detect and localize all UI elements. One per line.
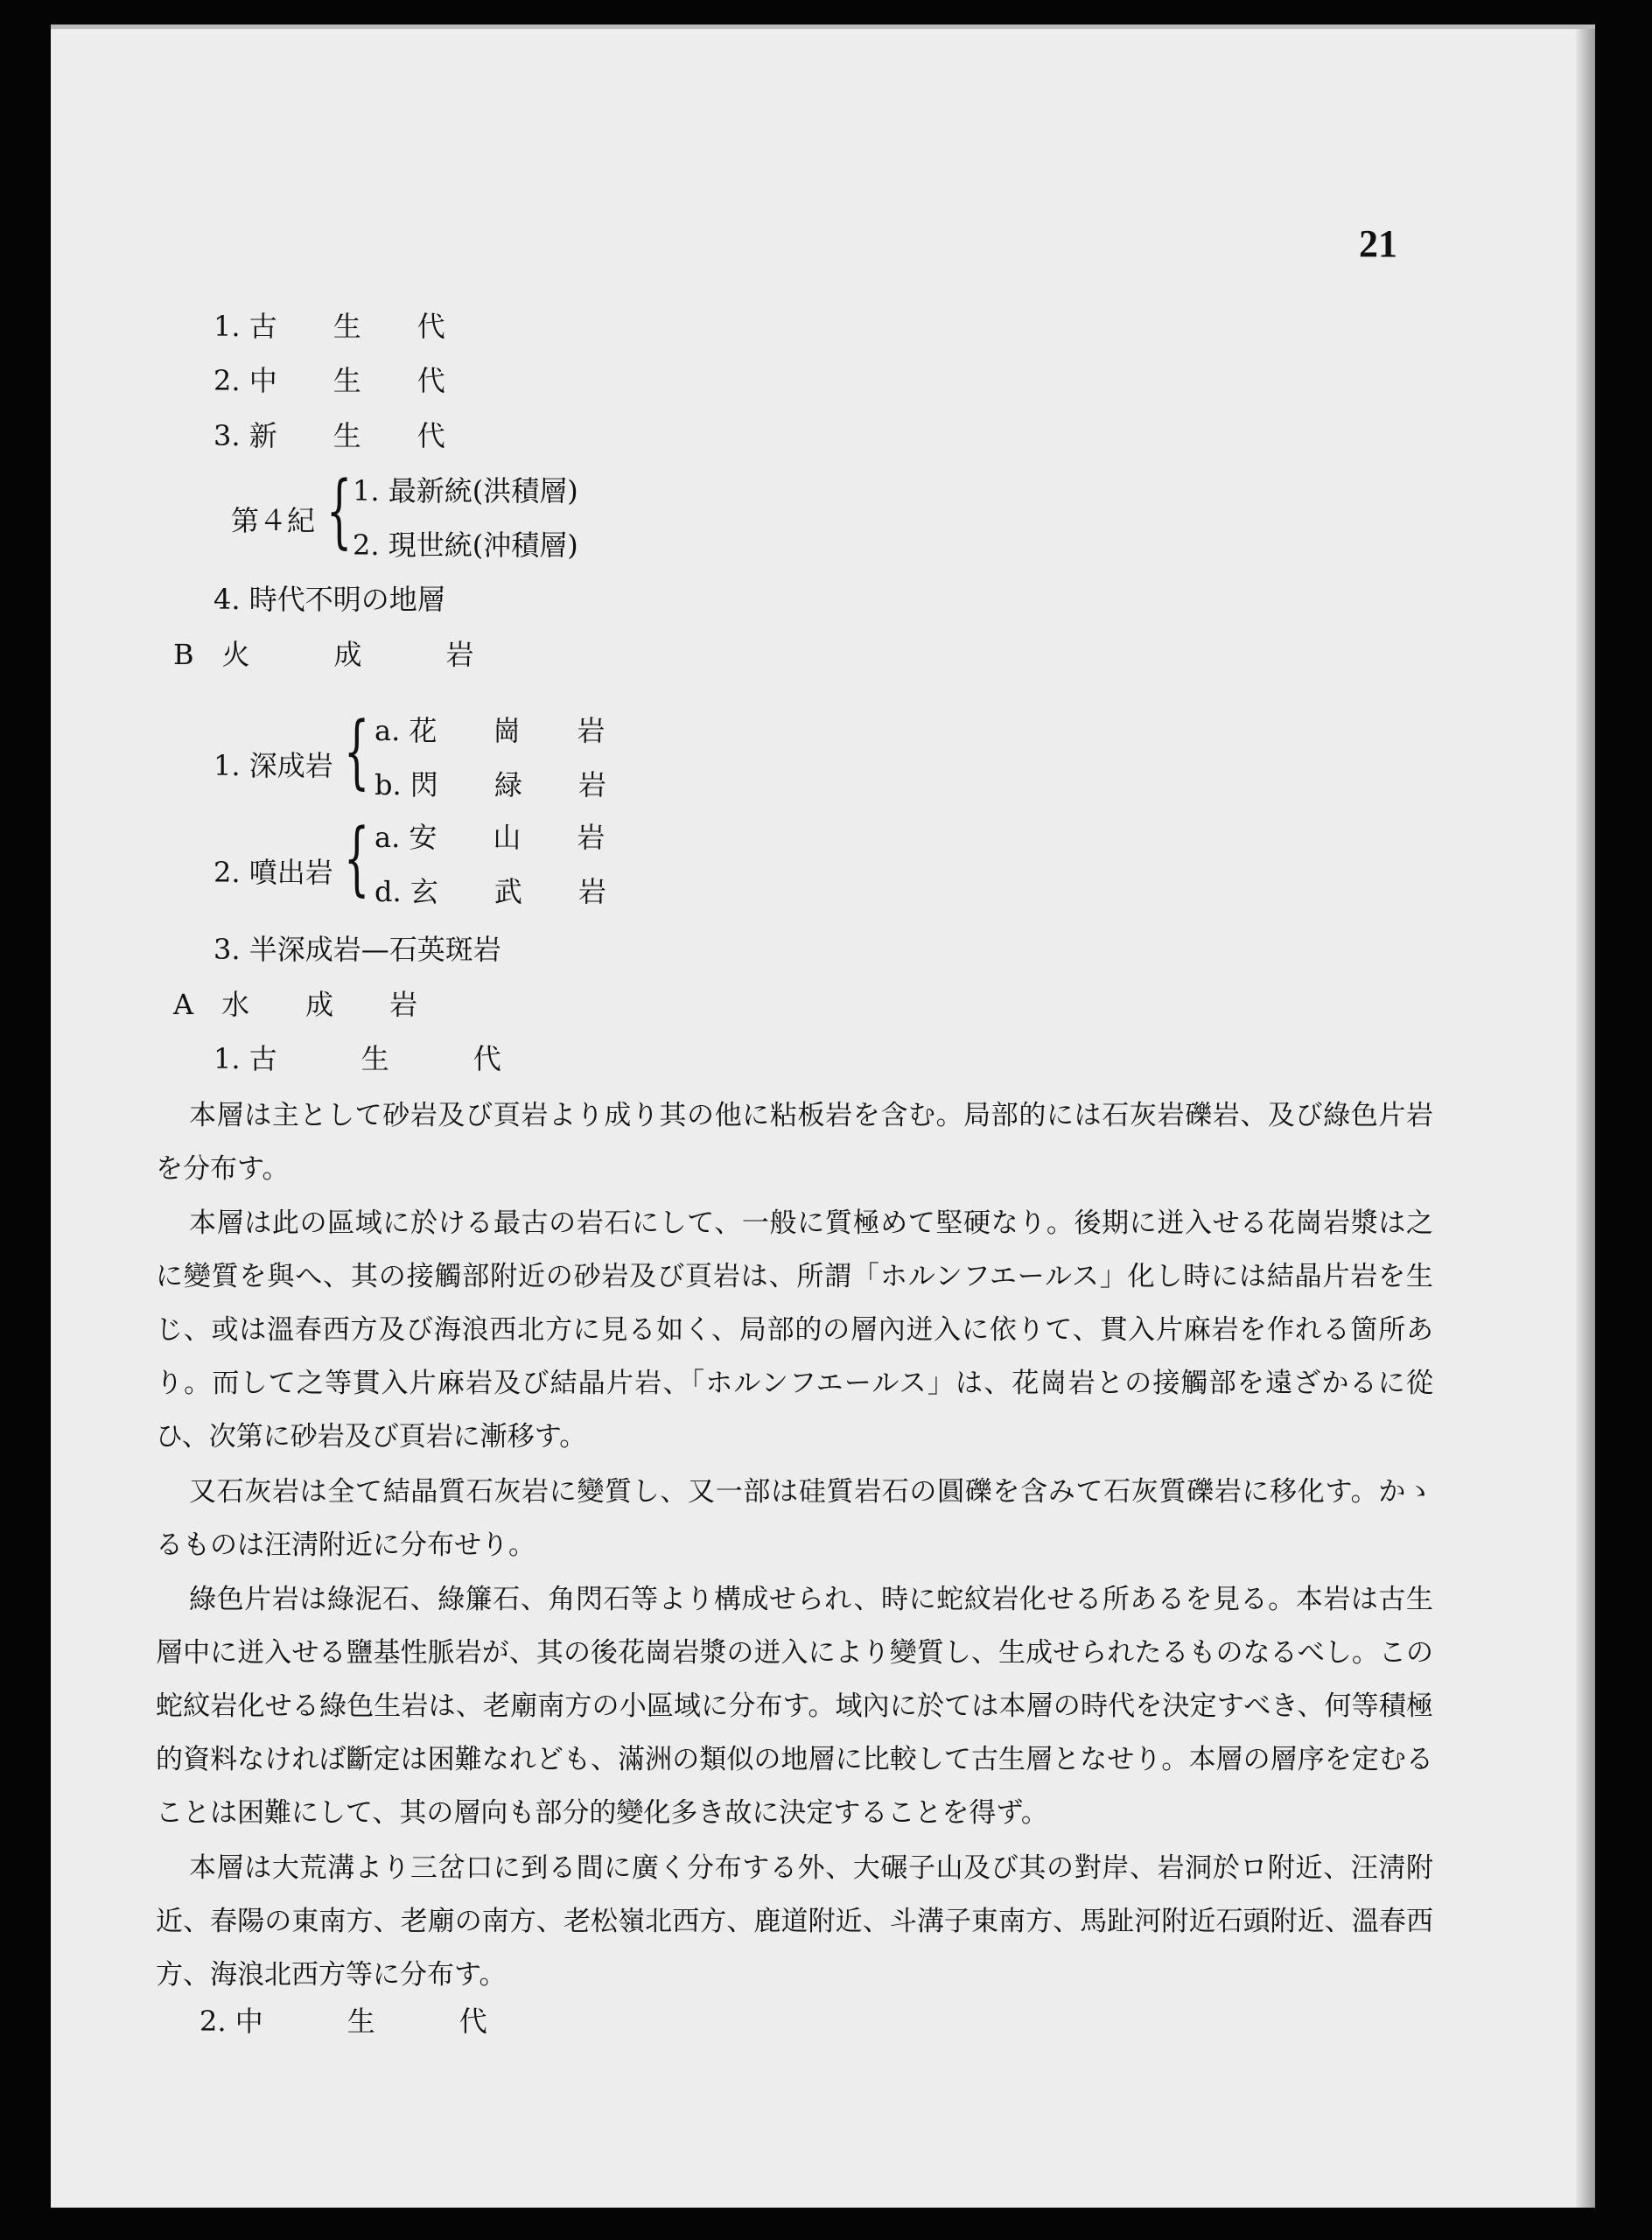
era-paleozoic: 1. 古 生 代 [214, 310, 445, 343]
brace-symbol: { [344, 811, 370, 905]
body-paragraph: 本層は大荒溝より三岔口に到る間に廣く分布する外、大碾子山及び其の對岸、岩洞於ロ附近、汪淸附近、春陽の東南方、老廟の南方、老松嶺北西方、鹿道附近、斗溝子東南方、馬趾河附近石頭附近、溫春西方、海浪北西方等に分布す。 [156, 1852, 1433, 1991]
body-paragraph: 本層は主として砂岩及び頁岩より成り其の他に粘板岩を含む。局部的には石灰岩礫岩、及び綠色片岩を分布す。 [156, 1100, 1433, 1185]
brace-symbol: { [344, 704, 370, 798]
volcanic-label: 2. 噴出岩 [214, 856, 333, 889]
document-page [51, 24, 1595, 2208]
body-paragraph: 又石灰岩は全て結晶質石灰岩に變質し、又一部は硅質岩石の圓礫を含みて石灰質礫岩に移化す。かゝるものは汪淸附近に分布せり。 [156, 1476, 1433, 1561]
quaternary-item: 1. 最新統(洪積層) [353, 474, 578, 508]
era-mesozoic: 2. 中 生 代 [214, 364, 445, 397]
section-heading: 2. 中 生 代 [200, 2005, 487, 2038]
brace-symbol: { [326, 464, 353, 557]
quaternary-label: 第４紀 [231, 504, 316, 537]
era-heading: 1. 古 生 代 [214, 1042, 501, 1075]
quaternary-item: 2. 現世統(沖積層) [353, 528, 578, 562]
section-b-heading: B 火 成 岩 [173, 638, 474, 671]
unknown-age-strata: 4. 時代不明の地層 [214, 583, 445, 616]
plutonic-item: a. 花 崗 岩 [374, 714, 606, 747]
section-a-heading: A 水 成 岩 [173, 988, 418, 1021]
plutonic-label: 1. 深成岩 [214, 749, 333, 782]
hypabyssal-rock: 3. 半深成岩—石英斑岩 [214, 933, 501, 966]
volcanic-item: d. 玄 武 岩 [374, 875, 606, 908]
body-paragraph: 本層は此の區域に於ける最古の岩石にして、一般に質極めて堅硬なり。後期に迸入せる花崗岩漿は之に變質を與へ、其の接觸部附近の砂岩及び頁岩は、所謂「ホルンフエールス」化し時には結晶片岩を生じ、或は溫春西方及び海浪西北方に見る如く、局部的の層內迸入に依りて、貫入片麻岩を作れる箇所あり。而して之等貫入片麻岩及び結晶片岩、「ホルンフエールス」は、花崗岩との接觸部を遠ざかるに從ひ、次第に砂岩及び頁岩に漸移す。 [156, 1208, 1434, 1452]
page-number: 21 [1359, 222, 1397, 265]
plutonic-item: b. 閃 緑 岩 [374, 768, 606, 802]
volcanic-item: a. 安 山 岩 [374, 821, 606, 854]
era-cenozoic: 3. 新 生 代 [214, 419, 445, 452]
body-paragraph: 綠色片岩は綠泥石、綠簾石、角閃石等より構成せられ、時に蛇紋岩化せる所あるを見る。本岩は古生層中に迸入せる鹽基性脈岩が、其の後花崗岩漿の迸入により變質し、生成せられたるものなるべし。この蛇紋岩化せる綠色生岩は、老廟南方の小區域に分布す。域內に於ては本層の時代を決定すべき、何等積極的資料なければ斷定は困難なれども、滿洲の類似の地層に比較して古生層となせり。本層の層序を定むることは困難にして、其の層向も部分的變化多き故に決定することを得ず。 [156, 1584, 1433, 1829]
